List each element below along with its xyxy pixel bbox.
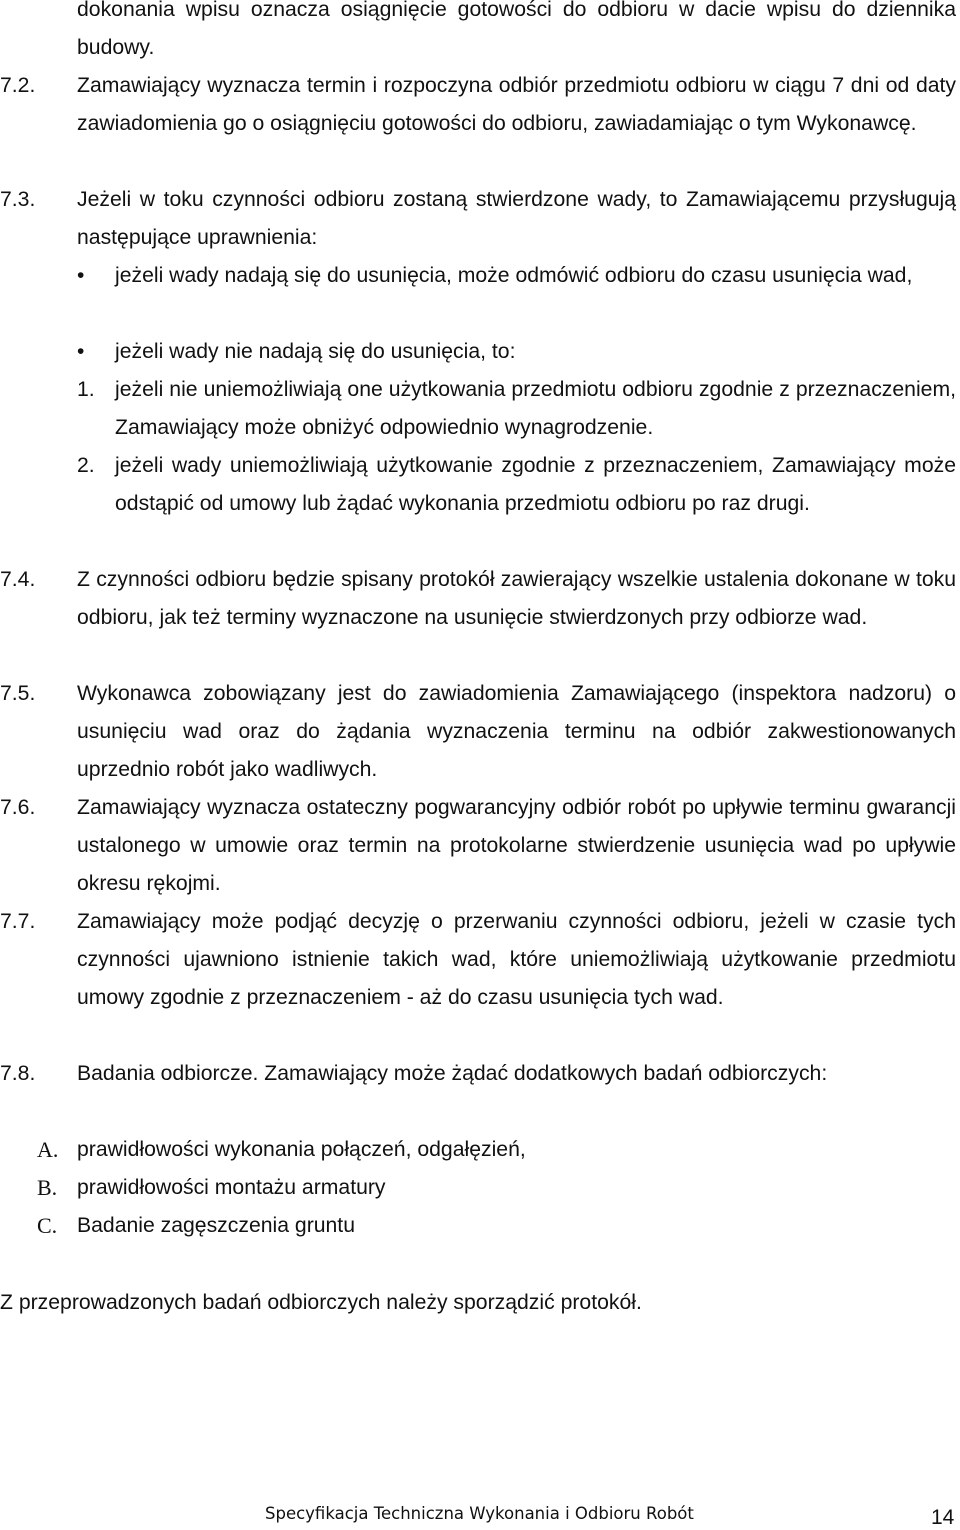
numbered-marker: 2.	[77, 454, 95, 477]
section-7-6	[0, 789, 956, 903]
section-number: 7.3.	[0, 188, 36, 211]
footer-title: Specyfikacja Techniczna Wykonania i Odbioru Robót	[265, 1504, 694, 1523]
numbered-text: jeżeli wady uniemożliwiają użytkowanie zgodnie z przeznaczeniem, Zamawiający może odstąpić od umowy lub żądać wykonania przedmiotu odbioru po raz drugi.	[115, 454, 956, 515]
section-number: 7.5.	[0, 682, 36, 705]
section-text: Zamawiający może podjąć decyzję o przerwaniu czynności odbioru, jeżeli w czasie tych czynności ujawniono istnienie takich wad, które uniemożliwiają użytkowanie przedmiotu umowy zgodnie z przeznaczeniem - aż do czasu usunięcia tych wad.	[77, 910, 956, 1009]
page-number: 14	[931, 1506, 955, 1529]
section-number: 7.7.	[0, 910, 36, 933]
section-7-2	[0, 67, 956, 143]
intro-continuation	[77, 0, 956, 67]
numbered-item	[77, 447, 956, 523]
section-7-7	[0, 903, 956, 1017]
intro-continuation-text: dokonania wpisu oznacza osiągnięcie gotowości do odbioru w dacie wpisu do dziennika budowy.	[77, 0, 956, 59]
numbered-marker: 1.	[77, 378, 95, 401]
bullet-item	[77, 333, 956, 371]
section-7-8	[0, 1055, 956, 1093]
section-7-5	[0, 675, 956, 789]
section-7-3	[0, 181, 956, 257]
lettered-item	[37, 1169, 937, 1207]
section-number: 7.2.	[0, 74, 36, 97]
section-number: 7.6.	[0, 796, 36, 819]
bullet-item	[77, 257, 956, 295]
section-text: Jeżeli w toku czynności odbioru zostaną stwierdzone wady, to Zamawiającemu przysługują następujące uprawnienia:	[77, 188, 956, 249]
lettered-item	[37, 1131, 937, 1169]
section-text: Zamawiający wyznacza ostateczny pogwarancyjny odbiór robót po upływie terminu gwarancji ustalonego w umowie oraz termin na protokolarne stwierdzenie usunięcia wad po upływie okresu rękojmi.	[77, 796, 956, 895]
section-text: Zamawiający wyznacza termin i rozpoczyna odbiór przedmiotu odbioru w ciągu 7 dni od daty zawiadomienia go o osiągnięciu gotowości do odbioru, zawiadamiając o tym Wykonawcę.	[77, 74, 956, 135]
lettered-item	[37, 1207, 937, 1245]
section-7-4	[0, 561, 956, 637]
section-number: 7.8.	[0, 1062, 36, 1085]
lettered-marker: A.	[37, 1137, 59, 1162]
lettered-text: Badanie zagęszczenia gruntu	[77, 1214, 355, 1237]
lettered-marker: B.	[37, 1175, 58, 1200]
closing-text: Z przeprowadzonych badań odbiorczych należy sporządzić protokół.	[0, 1291, 642, 1314]
lettered-marker: C.	[37, 1213, 58, 1238]
section-number: 7.4.	[0, 568, 36, 591]
lettered-text: prawidłowości wykonania połączeń, odgałęzień,	[77, 1138, 526, 1161]
bullet-text: jeżeli wady nadają się do usunięcia, może odmówić odbioru do czasu usunięcia wad,	[115, 264, 913, 287]
lettered-text: prawidłowości montażu armatury	[77, 1176, 386, 1199]
bullet-icon: •	[77, 264, 85, 287]
section-text: Wykonawca zobowiązany jest do zawiadomienia Zamawiającego (inspektora nadzoru) o usunięciu wad oraz do żądania wyznaczenia terminu na odbiór zakwestionowanych uprzednio robót jako wadliwych.	[77, 682, 956, 781]
section-text: Badania odbiorcze. Zamawiający może żądać dodatkowych badań odbiorczych:	[77, 1062, 828, 1085]
section-text: Z czynności odbioru będzie spisany protokół zawierający wszelkie ustalenia dokonane w toku odbioru, jak też terminy wyznaczone na usunięcie stwierdzonych przy odbiorze wad.	[77, 568, 956, 629]
numbered-text: jeżeli nie uniemożliwiają one użytkowania przedmiotu odbioru zgodnie z przeznaczeniem, Zamawiający może obniżyć odpowiednio wynagrodzenie.	[115, 378, 956, 439]
bullet-text: jeżeli wady nie nadają się do usunięcia, to:	[115, 340, 516, 363]
closing-paragraph	[0, 1284, 956, 1322]
bullet-icon: •	[77, 340, 85, 363]
numbered-item	[77, 371, 956, 447]
